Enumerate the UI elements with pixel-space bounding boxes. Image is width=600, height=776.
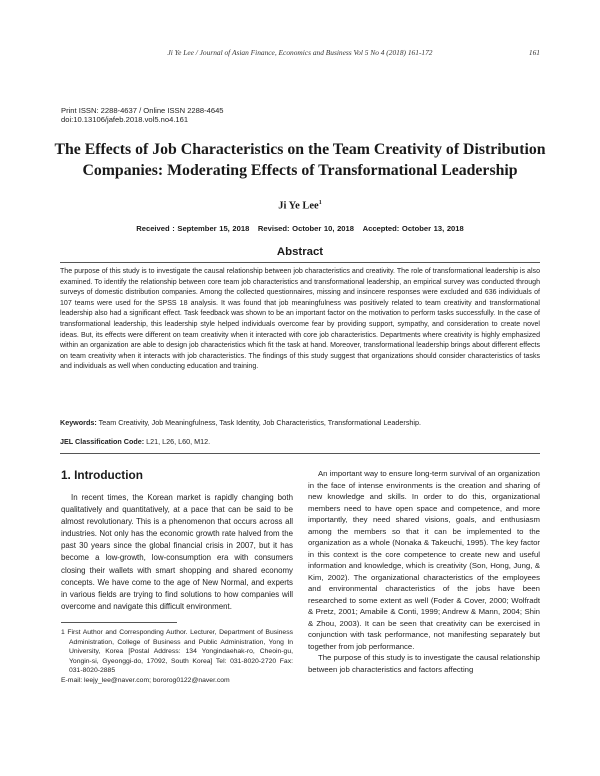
title-line-1: The Effects of Job Characteristics on the Team Creativity of Distribution [54, 141, 546, 158]
abstract-bottom-divider [60, 453, 540, 454]
abstract-text: The purpose of this study is to investigate the causal relationship between job characteristics and creativity. The role of transformational leadership is also examined. To identify the relationship between core team job characteristics and transformational leadership, an empirical survey was conducted through surveys of domestic distribution companies. Among the collected questionnaires, missing and insincere responses were excluded and 636 individuals of 107 teams were used for the SPSS 18 analysis. It was found that job meaningfulness was positively related to team creativity and transformational leadership also had a significant effect. Task feedback was shown to be an important factor on the motivation to perform tasks successfully. In the case of transformational leadership, this leadership style helped individuals overcome fear by providing support, sympathy, and consideration to create novel ideas. But, its effects were different on team creativity when it interacted with core job characteristics. Departments where creativity is highly emphasized within an organization are able to design job characteristics which fit the task at hand. Moreover, transformational leadership brings about different effects on team creativity when it interacts with job characteristics. The findings of this study suggest that organizations should consider characteristics of tasks and individuals as well when conducting education and training. [60, 268, 540, 371]
submission-dates [0, 224, 600, 233]
body-paragraph: The purpose of this study is to investigate the causal relationship between job characteristics and factors affecting [308, 653, 540, 674]
footnote-text: 1 First Author and Corresponding Author. Lecturer, Department of Business Administration, College of Business and Public Administration, Yong In University, Korea [Postal Address: 134 Yongindaehak-ro, Cheoin-gu, Yongin-si, Gyeonggi-do, 17092, South Korea] Tel: 031-8020-2720 Fax: 031-8020-2885 [61, 628, 293, 675]
paper-title [40, 139, 560, 181]
author-footnote-marker: 1 [318, 200, 322, 206]
jel-label: JEL Classification Code: [60, 437, 145, 446]
jel-classification [60, 437, 540, 446]
issn-block [61, 106, 224, 125]
introduction-heading: 1. Introduction [61, 468, 143, 482]
issn-line: Print ISSN: 2288-4637 / Online ISSN 2288-4645 [61, 106, 224, 115]
footnote-email: E-mail: leejy_lee@naver.com; bororog0122@naver.com [61, 676, 230, 684]
body-paragraph: An important way to ensure long-term survival of an organization in the face of intense environments is the creation and sharing of new knowledge and skills. In order to do this, organizational members need to have open space and competence, and more importantly, they need shared visions, goals, and enthusiasm among the members so that it can be implemented to the organization as a whole (Nonaka & Takeuchi, 1995). The key factor in this context is the core competence to create new and useful information and knowledge, which is creativity (Son, Hong, Jung, & Kim, 2002). The organizational characteristics of the employees and environmental characteristics of the jobs have been researched to some extent as well (Foder & Cover, 2000; Wolfradt & Pretz, 2001; Amabile & Conti, 1999; Andrew & Mann, 2004; Shin & Zhou, 2003). It can be seen that creativity can be exercised in conjunction with task performance, not manifesting separately but together from job performance. [308, 469, 540, 651]
jel-codes: L21, L26, L60, M12. [144, 437, 211, 446]
journal-citation: Ji Ye Lee / Journal of Asian Finance, Economics and Business Vol 5 No 4 (2018) 161-172 [167, 48, 433, 57]
received-date: Received : September 15, 2018 [136, 224, 250, 233]
right-column [308, 468, 540, 675]
doi-line: doi:10.13106/jafeb.2018.vol5.no4.161 [61, 115, 189, 125]
keywords-text: Team Creativity, Job Meaningfulness, Task Identity, Job Characteristics, Transformational Leadership. [96, 418, 421, 427]
page-number: 161 [528, 48, 540, 57]
author [0, 200, 600, 212]
keywords-label: Keywords: [60, 418, 97, 427]
introduction-paragraph: In recent times, the Korean market is rapidly changing both qualitatively and quantitatively, at a pace that can be said to be almost revolutionary. This is a phenomenon that occurs across all industries. Not only has the economic growth rate halved from the past 30 years since the global financial crisis in 2007, but it has become a low-growth, low-consumption era with consumers closing their wallets with smart shopping and shared economy concepts. We have come to the age of New Normal, and experts in various fields are trying to find solutions to how companies will overcome and navigate this difficult environment. [61, 493, 293, 611]
abstract-heading: Abstract [276, 246, 324, 258]
accepted-date: Accepted: October 13, 2018 [362, 224, 464, 233]
author-name: Ji Ye Lee [278, 200, 319, 212]
keywords [60, 418, 540, 427]
title-line-2: Companies: Moderating Effects of Transformational Leadership [82, 162, 518, 179]
revised-date: Revised: October 10, 2018 [257, 224, 354, 233]
author-footnote [61, 628, 293, 686]
abstract-divider [60, 262, 540, 263]
left-column [61, 468, 293, 686]
footnote-divider [61, 622, 177, 623]
running-header [60, 48, 540, 60]
